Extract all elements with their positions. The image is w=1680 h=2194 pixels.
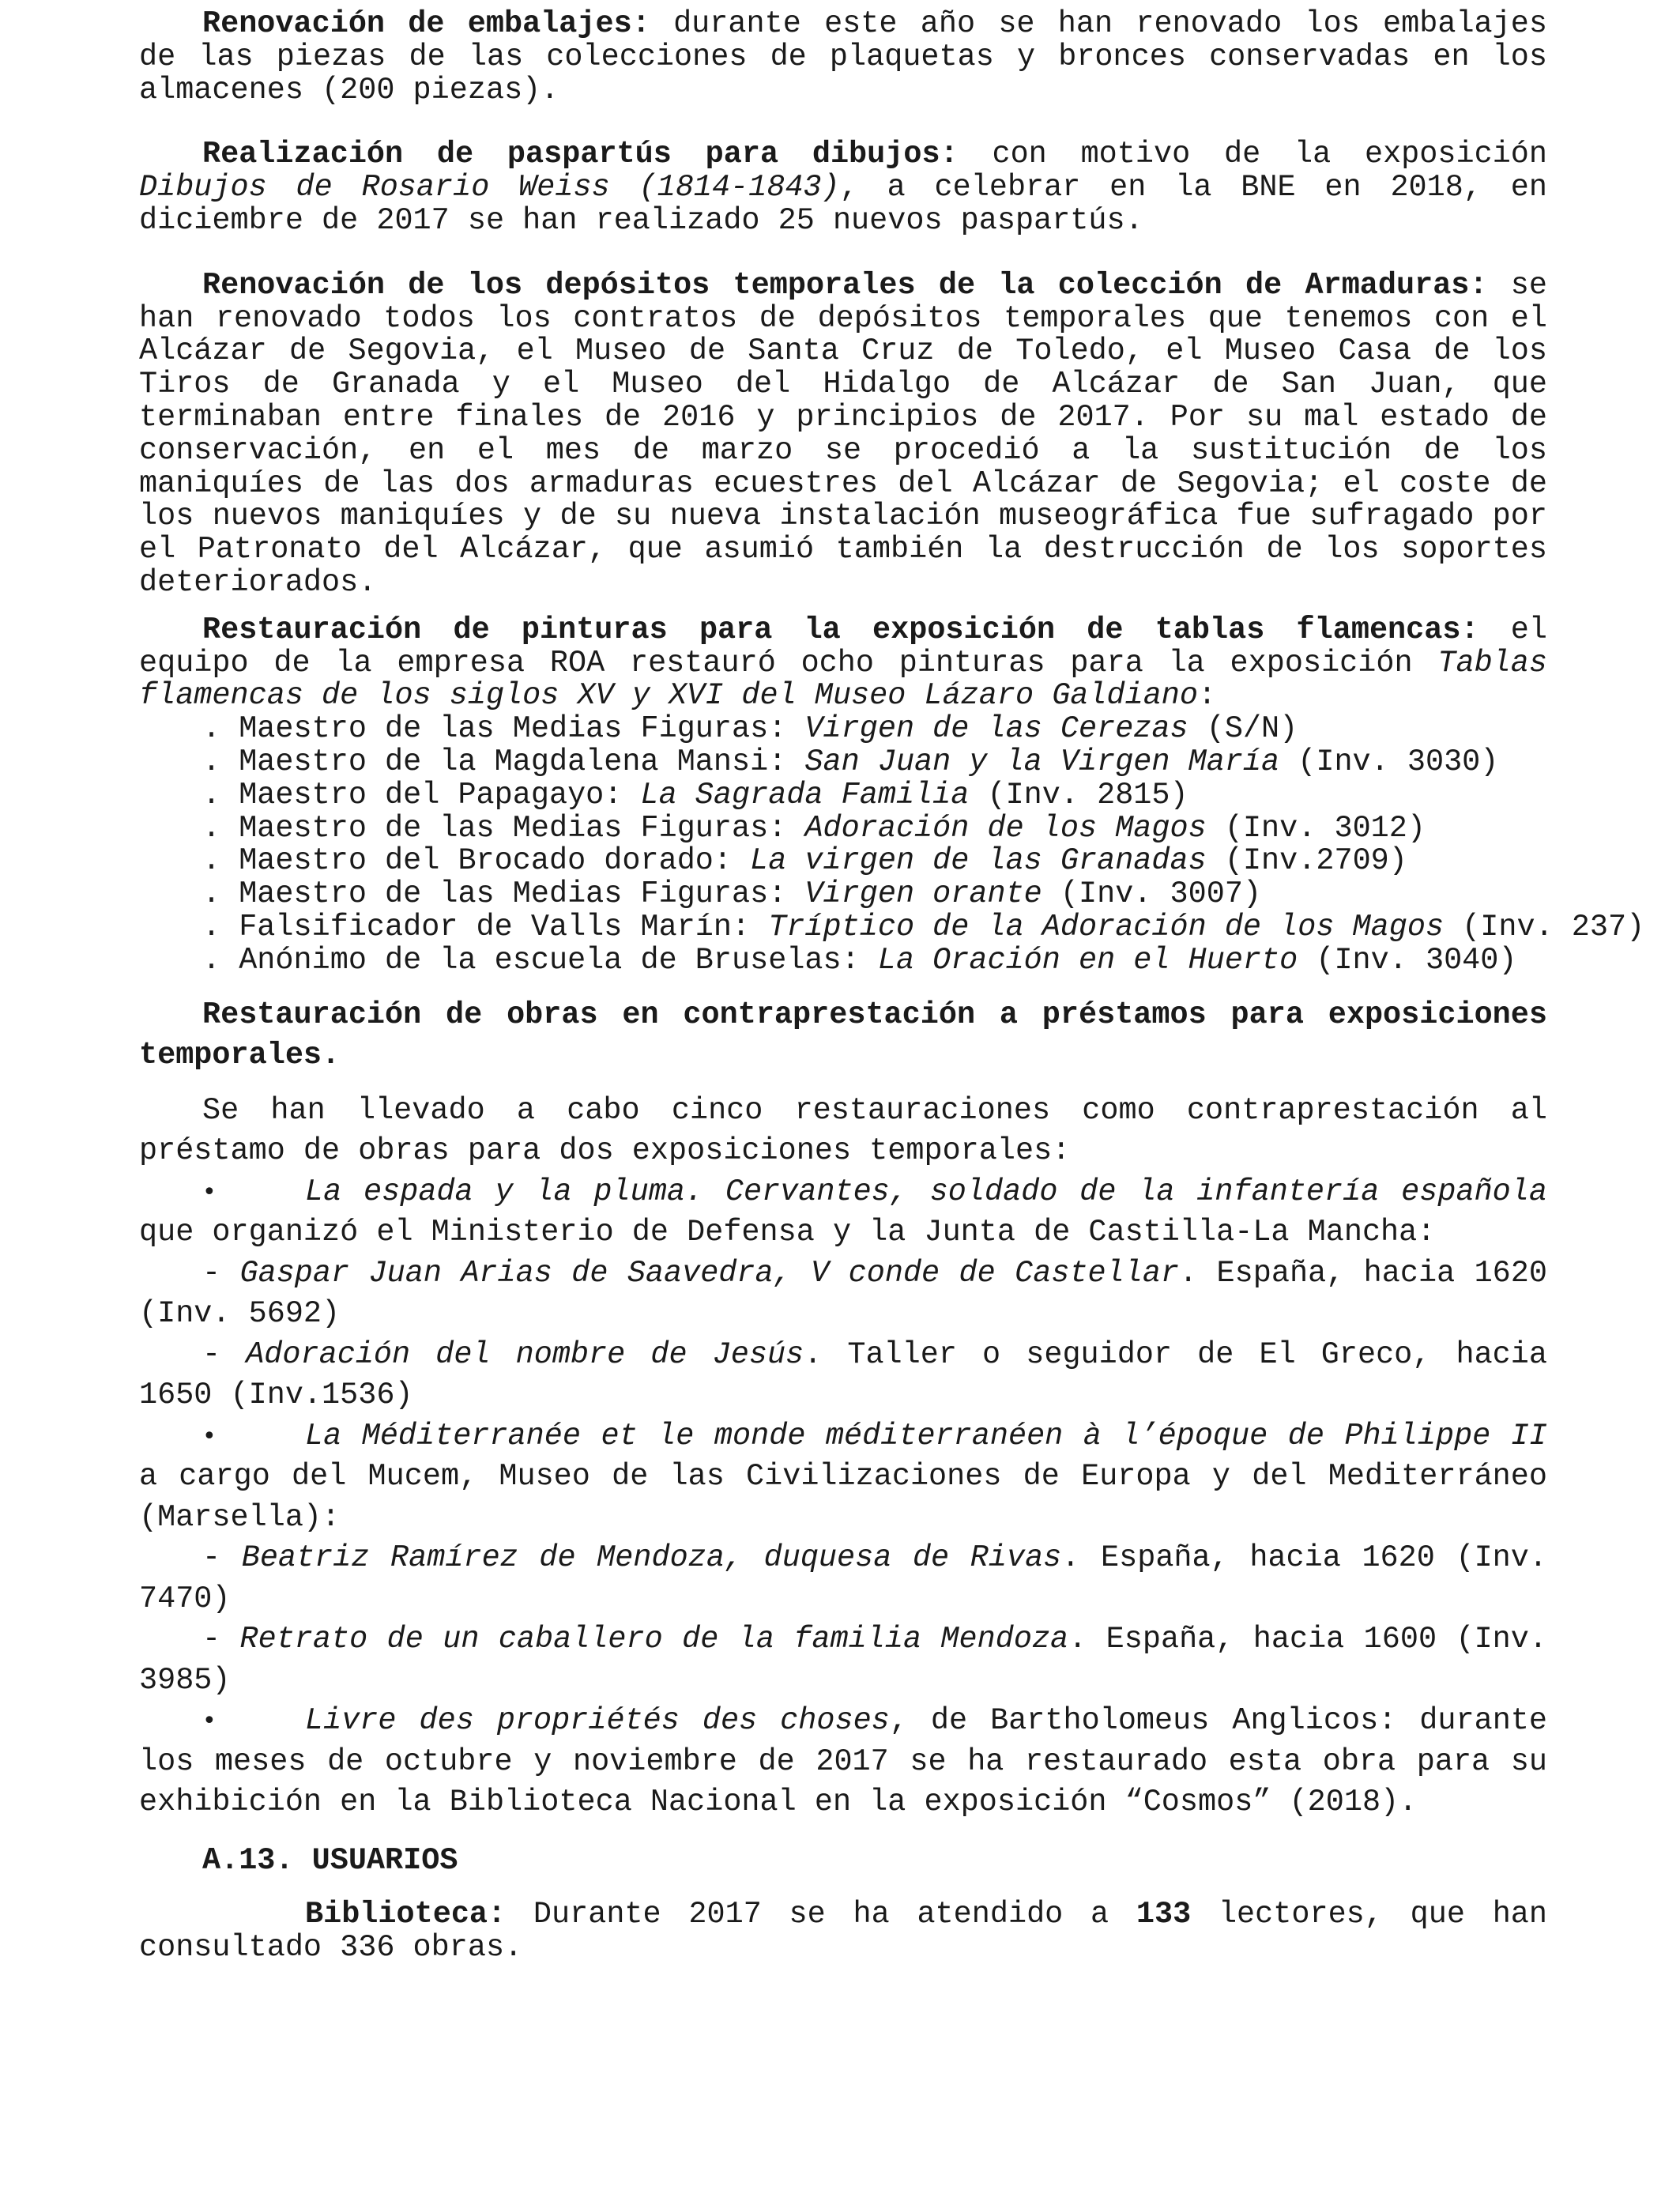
paragraph-cinco-restauraciones: Se han llevado a cabo cinco restauraciones como contraprestación al préstamo de obras para dos exposiciones temporales:	[139, 1092, 1547, 1169]
section-heading: A.13. USUARIOS	[202, 1842, 458, 1878]
paragraph-title: Renovación de embalajes:	[202, 6, 650, 41]
paragraph-text: se han renovado todos los contratos de depósitos temporales que tenemos con el Alcázar de Segovia, el Museo de Santa Cruz de Toledo, el Museo Casa de los Tiros de Granada y el Museo del Hidalgo de Alcázar de San Juan, que terminaban entre finales de 2016 y principios de 2017. Por su mal estado de conservación, en el mes de marzo se procedió a la sustitución de los maniquíes de las dos armaduras ecuestres del Alcázar de Segovia; el coste de los nuevos maniquíes y de su nueva instalación museográfica fue sufragado por el Patronato del Alcázar, que asumió también la destrucción de los soportes deteriorados.	[139, 267, 1548, 600]
bullet-icon: •	[202, 1422, 217, 1450]
list-item: . Maestro de las Medias Figuras: Virgen de las Cerezas (S/N)	[202, 711, 1298, 747]
paragraph-title: Renovación de los depósitos temporales de la colección de Armaduras:	[202, 267, 1488, 303]
paintings-list	[139, 711, 1645, 978]
paragraph-text: con motivo de la exposición	[958, 137, 1548, 172]
bullet-icon: •	[202, 1178, 217, 1206]
paragraph-text: :	[1198, 678, 1217, 714]
paragraph-biblioteca	[139, 1898, 1547, 1965]
paragraph-text: Durante 2017 se ha atendido a	[506, 1897, 1136, 1932]
exhibition-title: La espada y la pluma. Cervantes, soldado de la infantería española	[305, 1174, 1547, 1209]
bullet-mediterranee	[139, 1416, 1547, 1539]
paragraph-text: que organizó el Ministerio de Defensa y la Junta de Castilla-La Mancha:	[139, 1215, 1436, 1250]
paragraph-paspartus	[139, 138, 1547, 237]
paragraph-text: , a celebrar en la BNE en 2018, en diciembre de 2017 se han realizado 25 nuevos paspartús.	[139, 170, 1547, 238]
heading-contraprestacion: Restauración de obras en contraprestación a préstamos para exposiciones temporales.	[139, 997, 1547, 1073]
bullet-livre-proprietes	[139, 1701, 1547, 1823]
paragraph-armaduras	[139, 267, 1548, 600]
exhibition-title: Tablas flamencas de los siglos XV y XVI del Museo Lázaro Galdiano	[139, 645, 1547, 714]
list-item: . Maestro del Papagayo: La Sagrada Familia (Inv. 2815)	[202, 777, 1188, 812]
book-title: Livre des propriétés des choses	[305, 1703, 890, 1739]
list-item: . Anónimo de la escuela de Bruselas: La Oración en el Huerto (Inv. 3040)	[202, 942, 1517, 978]
list-item: . Falsificador de Valls Marín: Tríptico de la Adoración de los Magos (Inv. 237)	[202, 909, 1645, 944]
document-page	[139, 6, 1645, 1965]
list-item: . Maestro del Brocado dorado: La virgen de las Granadas (Inv.2709)	[202, 843, 1407, 879]
list-item: . Maestro de las Medias Figuras: Virgen orante (Inv. 3007)	[202, 876, 1262, 912]
paragraph-title: Realización de paspartús para dibujos:	[202, 137, 959, 172]
paragraph-title: Restauración de pinturas para la exposición de tablas flamencas:	[202, 612, 1479, 647]
list-item: - Gaspar Juan Arias de Saavedra, V conde de Castellar. España, hacia 1620 (Inv. 5692)	[139, 1255, 1547, 1332]
list-item: . Maestro de la Magdalena Mansi: San Juan y la Virgen María (Inv. 3030)	[202, 744, 1499, 779]
paragraph-text: el equipo de la empresa ROA restauró ocho pinturas para la exposición	[139, 612, 1548, 680]
list-item: - Beatriz Ramírez de Mendoza, duquesa de Rivas. España, hacia 1620 (Inv. 7470)	[139, 1540, 1547, 1616]
paragraph-title: Biblioteca:	[305, 1897, 507, 1932]
list-item: - Retrato de un caballero de la familia Mendoza. España, hacia 1600 (Inv. 3985)	[139, 1622, 1547, 1698]
readers-count: 133	[1136, 1897, 1192, 1932]
exhibition-title: Dibujos de Rosario Weiss (1814-1843)	[139, 170, 840, 205]
paragraph-embalajes	[139, 8, 1547, 107]
paragraph-tablas-flamencas	[139, 614, 1547, 713]
list-item: . Maestro de las Medias Figuras: Adoración de los Magos (Inv. 3012)	[202, 810, 1426, 846]
list-item: - Adoración del nombre de Jesús. Taller o seguidor de El Greco, hacia 1650 (Inv.1536)	[139, 1336, 1547, 1413]
bullet-espada-pluma	[139, 1172, 1547, 1253]
exhibition-title: La Méditerranée et le monde méditerranéen à l’époque de Philippe II	[305, 1418, 1547, 1453]
paragraph-text: , de Bartholomeus Anglicos: durante los meses de octubre y noviembre de 2017 se ha restaurado esta obra para su exhibición en la Biblioteca Nacional en la exposición “Cosmos” (2018).	[139, 1703, 1547, 1820]
bullet-icon: •	[202, 1707, 217, 1736]
paragraph-text: a cargo del Mucem, Museo de las Civilizaciones de Europa y del Mediterráneo (Marsella):	[139, 1459, 1547, 1535]
paragraph-text: lectores, que han consultado 336 obras.	[139, 1897, 1548, 1965]
paragraph-text: durante este año se han renovado los embalajes de las piezas de las colecciones de plaquetas y bronces conservadas en los almacenes (200 piezas).	[139, 6, 1547, 107]
